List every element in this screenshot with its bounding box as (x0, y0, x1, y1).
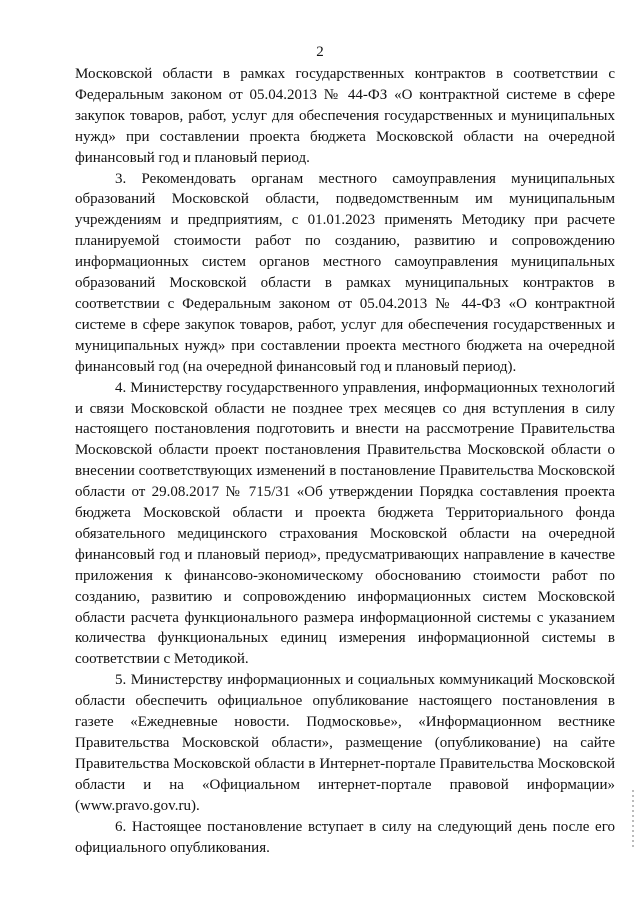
scan-margin-mark (632, 790, 634, 850)
paragraph-item-3: 3. Рекомендовать органам местного самоуправления муниципальных образований Московской области, подведомственным им муниципальным учреждениям и предприятиям, с 01.01.2023 применять Методику при расчете планируемой стоимости работ по созданию, развитию и сопровождению информационных систем органов местного самоуправления муниципальных образований Московской области в рамках муниципальных контрактов в соответствии с Федеральным законом от 05.04.2013 № 44-ФЗ «О контрактной системе в сфере закупок товаров, работ, услуг для обеспечения государственных и муниципальных нужд» при составлении проекта местного бюджета на очередной финансовый год (на очередной финансовый год и плановый период). (75, 170, 615, 375)
page-number: 2 (316, 44, 324, 60)
paragraph-continuation: Московской области в рамках государственных контрактов в соответствии с Федеральным законом от 05.04.2013 № 44-ФЗ «О контрактной системе в сфере закупок товаров, работ, услуг для обеспечения государственных и муниципальных нужд» при составлении проекта бюджета Московской области на очередной финансовый год и плановый период. (75, 66, 615, 166)
paragraph-item-4: 4. Министерству государственного управления, информационных технологий и связи Московской области не позднее трех месяцев со дня вступления в силу настоящего постановления подготовить и внести на рассмотрение Правительства Московской области проект постановления Правительства Московской области о внесении соответствующих изменений в постановление Правительства Московской области от 29.08.2017 № 715/31 «Об утверждении Порядка составления проекта бюджета Московской области и проекта бюджета Территориального фонда обязательного медицинского страхования Московской области на очередной финансовый год и плановый период», предусматривающих направление в качестве приложения к финансово-экономическому обоснованию стоимости работ по созданию, развитию и сопровождению информационных систем Московской области расчета функционального размера информационной системы с указанием количества функциональных единиц измерения информационной системы в соответствии с Методикой. (75, 379, 615, 668)
paragraph-item-6: 6. Настоящее постановление вступает в силу на следующий день после его официального опубликования. (75, 818, 615, 856)
document-body (75, 64, 615, 858)
paragraph-item-5: 5. Министерству информационных и социальных коммуникаций Московской области обеспечить официальное опубликование настоящего постановления в газете «Ежедневные новости. Подмосковье», «Информационном вестнике Правительства Московской области», размещение (опубликование) на сайте Правительства Московской области в Интернет-портале Правительства Московской области и на «Официальном интернет-портале правовой информации» (www.pravo.gov.ru). (75, 672, 615, 814)
